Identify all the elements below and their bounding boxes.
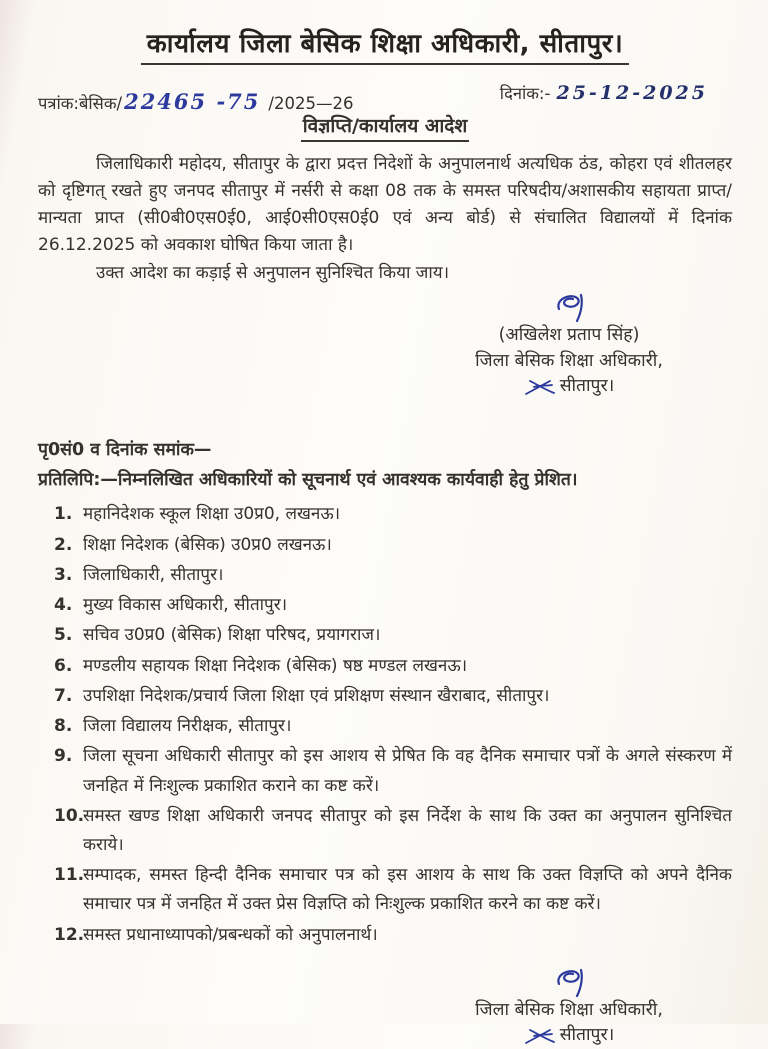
signatory-name: (अखिलेश प्रताप सिंह) (498, 325, 640, 346)
subtitle-wrap (38, 112, 732, 142)
signatory-place: सीतापुर। (559, 376, 615, 397)
list-item: समस्त खण्ड शिक्षा अधिकारी जनपद सीतापुर को इस निर्देश के साथ कि उक्त का अनुपालन सुनिश्चित कराये। (83, 805, 732, 855)
initial-scribble-icon (524, 1026, 558, 1046)
signatory-designation: जिला बेसिक शिक्षा अधिकारी, (475, 350, 663, 371)
list-item: समस्त प्रधानाध्यापको/प्रबन्धकों को अनुपालनार्थ। (83, 924, 378, 945)
list-item: शिक्षा निदेशक (बेसिक) उ0प्र0 लखनऊ। (83, 534, 332, 555)
letter-number-handwritten: 22465 -75 (124, 89, 261, 114)
list-item: उपशिक्षा निदेशक/प्रचार्य जिला शिक्षा एवं प्रशिक्षण संस्थान खैराबाद, सीतापुर। (83, 685, 550, 706)
letter-number-label: पत्रांक:बेसिक/ (38, 94, 123, 113)
signatory-place-row (444, 374, 694, 399)
copy-to-line: प्रतिलिपि:—निम्नलिखित अधिकारियों को सूचनार्थ एवं आवश्यक कार्यवाही हेतु प्रेशित। (38, 470, 578, 491)
letter-date (500, 81, 732, 104)
reference-row (38, 81, 732, 114)
letter-number (38, 89, 353, 114)
list-item: मण्डलीय सहायक शिक्षा निदेशक (बेसिक) षष्ठ मण्डल लखनऊ। (83, 655, 468, 676)
list-item: सम्पादक, समस्त हिन्दी दैनिक समाचार पत्र को इस आशय के साथ कि उक्त विज्ञप्ति को अपने दैनिक समाचार पत्र में जनहित में उक्त प्रेस विज्ञप्ति को निःशुल्क प्रकाशित करने का कष्ट करें। (83, 865, 732, 915)
initial-scribble-icon (524, 377, 558, 397)
recipients-list (38, 500, 732, 950)
list-item: मुख्य विकास अधिकारी, सीतापुर। (83, 595, 288, 616)
compliance-line: उक्त आदेश का कड़ाई से अनुपालन सुनिश्चित किया जाय। (96, 263, 450, 284)
order-paragraph: जिलाधिकारी महोदय, सीतापुर के द्वारा प्रदत्त निदेशों के अनुपालनार्थ अत्यधिक ठंड, कोहरा एवं शीतलहर को दृष्टिगत् रखते हुए जनपद सीतापुर में नर्सरी से कक्षा 08 तक के समस्त परिषदीय/अशासकीय सहायता प्राप्त/मान्यता प्राप्त (सी0बी0एस0ई0, आई0सी0एस0ई0 एवं अन्य बोर्ड) से संचालित विद्यालयों में दिनांक 26.12.2025 को अवकाश घोषित किया जाता है। (38, 154, 732, 255)
date-label: दिनांक:- (499, 84, 551, 103)
letter-number-year: /2025—26 (268, 94, 354, 113)
endorsement-ref-line: पृ0सं0 व दिनांक समांक— (38, 440, 212, 461)
signatory-designation: जिला बेसिक शिक्षा अधिकारी, (475, 999, 663, 1020)
signatory-place: सीतापुर। (559, 1025, 615, 1046)
header (38, 24, 732, 65)
list-item: सचिव उ0प्र0 (बेसिक) शिक्षा परिषद, प्रयागराज। (83, 625, 381, 646)
date-handwritten: 25-12-2025 (556, 82, 708, 104)
signature-block-2 (444, 964, 694, 1049)
list-item: जिलाधिकारी, सीतापुर। (83, 564, 224, 585)
signature-scribble-icon (537, 289, 601, 327)
signatory-place-row (444, 1023, 694, 1048)
document-subtitle: विज्ञप्ति/कार्यालय आदेश (301, 112, 470, 142)
signature-block-1 (444, 289, 694, 399)
list-item: जिला सूचना अधिकारी सीतापुर को इस आशय से प्रेषित कि वह दैनिक समाचार पत्रों के अगले संस्करण में जनहित में निःशुल्क प्रकाशित कराने का कष्ट करें। (83, 746, 732, 796)
list-item: जिला विद्यालय निरीक्षक, सीतापुर। (83, 716, 292, 737)
list-item: महानिदेशक स्कूल शिक्षा उ0प्र0, लखनऊ। (83, 504, 341, 525)
signature-scribble-icon (537, 964, 601, 1002)
page-title: कार्यालय जिला बेसिक शिक्षा अधिकारी, सीतापुर। (141, 24, 629, 65)
